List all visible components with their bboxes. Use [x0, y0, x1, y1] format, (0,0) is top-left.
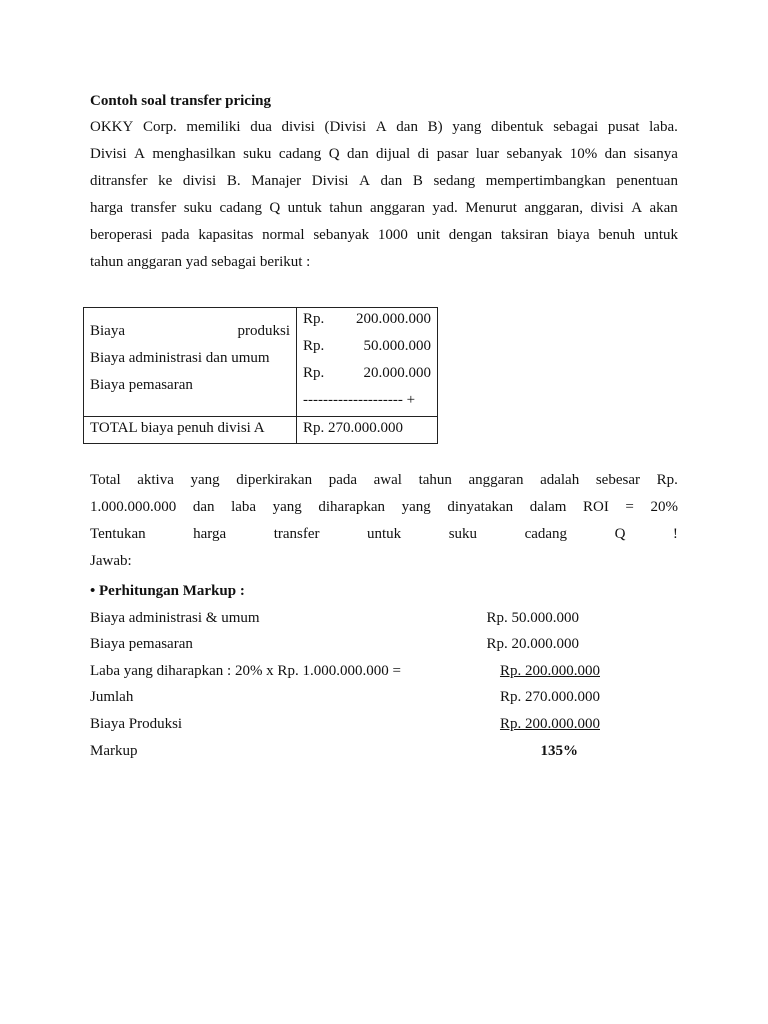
- cost-label-produksi: Biaya produksi: [90, 323, 290, 339]
- cost-label-administrasi: Biaya administrasi dan umum: [90, 350, 270, 366]
- markup-calculation: [90, 580, 600, 766]
- text-line: OKKY Corp. memiliki dua divisi (Divisi A dan B) yang dibentuk sebagai pusat laba.: [90, 119, 678, 135]
- text-line: Tentukan harga transfer untuk suku cadang Q !: [90, 526, 678, 542]
- text-line: 1.000.000.000 dan laba yang diharapkan yang dinyatakan dalam ROI = 20%: [90, 499, 678, 515]
- text-line: Jawab:: [90, 553, 132, 569]
- calc-row-administrasi: Biaya administrasi & umum Rp. 50.000.000: [90, 609, 579, 626]
- calc-row-jumlah: Jumlah Rp. 270.000.000: [90, 689, 600, 706]
- text-line: harga transfer suku cadang Q untuk tahun anggaran yad. Menurut anggaran, divisi A akan: [90, 200, 678, 216]
- markup-result: 135%: [540, 742, 578, 759]
- calc-row-pemasaran: Biaya pemasaran Rp. 20.000.000: [90, 636, 579, 653]
- cost-label-pemasaran: Biaya pemasaran: [90, 377, 193, 393]
- total-label-cell: TOTAL biaya penuh divisi A: [84, 417, 297, 444]
- question-paragraph: [90, 470, 678, 578]
- cost-labels-cell: [84, 308, 297, 417]
- cost-table: [83, 307, 438, 444]
- calc-row-biaya-produksi: Biaya Produksi Rp. 200.000.000: [90, 715, 600, 732]
- total-value-cell: Rp. 270.000.000: [297, 417, 438, 444]
- text-line: tahun anggaran yad sebagai berikut :: [90, 254, 311, 270]
- cost-values-cell: [297, 308, 438, 417]
- calc-row-markup: Markup 135%: [90, 740, 600, 767]
- sum-line: -------------------- +: [303, 392, 416, 408]
- cost-value-pemasaran: Rp. 20.000.000: [303, 365, 431, 381]
- document-title: Contoh soal transfer pricing: [90, 93, 271, 109]
- calc-row-laba: Laba yang diharapkan : 20% x Rp. 1.000.000.000 = Rp. 200.000.000: [90, 662, 600, 679]
- text-line: Divisi A menghasilkan suku cadang Q dan dijual di pasar luar sebanyak 10% dan sisanya: [90, 146, 678, 162]
- cost-value-produksi: Rp. 200.000.000: [303, 311, 431, 327]
- text-line: beroperasi pada kapasitas normal sebanyak 1000 unit dengan taksiran biaya benuh untuk: [90, 227, 678, 243]
- text-line: Total aktiva yang diperkirakan pada awal tahun anggaran adalah sebesar Rp.: [90, 472, 678, 488]
- text-line: ditransfer ke divisi B. Manajer Divisi A dan B sedang mempertimbangkan penentuan: [90, 173, 678, 189]
- cost-value-administrasi: Rp. 50.000.000: [303, 338, 431, 354]
- markup-heading: • Perhitungan Markup :: [90, 583, 245, 599]
- intro-paragraph: [90, 117, 678, 279]
